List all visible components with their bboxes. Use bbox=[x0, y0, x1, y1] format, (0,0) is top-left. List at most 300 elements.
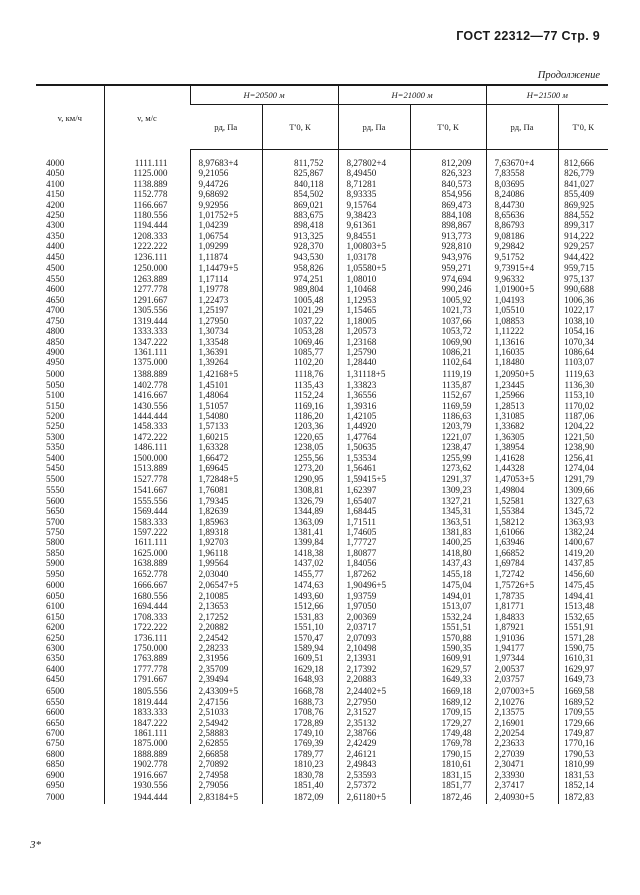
table-row bbox=[36, 401, 608, 411]
cell-pressure-h21000: 1,71511 bbox=[338, 517, 410, 527]
cell-pressure-h21500: 2,03757 bbox=[486, 674, 558, 684]
cell-pressure-h20500: 2,39494 bbox=[190, 674, 262, 684]
cell-v-ms: 1319.444 bbox=[104, 316, 190, 326]
cell-temperature-h21000: 1831,15 bbox=[410, 770, 486, 780]
cell-temperature-h20500: 1437,02 bbox=[262, 558, 338, 568]
cell-temperature-h21500: 1709,55 bbox=[558, 707, 608, 717]
cell-temperature-h21000: 943,976 bbox=[410, 252, 486, 262]
cell-pressure-h21000: 1,31118+5 bbox=[338, 368, 410, 380]
cell-pressure-h21500: 1,18480 bbox=[486, 357, 558, 367]
cell-temperature-h21000: 1273,62 bbox=[410, 463, 486, 473]
cell-pressure-h21000: 1,80877 bbox=[338, 548, 410, 558]
cell-temperature-h21500: 1363,93 bbox=[558, 517, 608, 527]
cell-temperature-h20500: 1255,56 bbox=[262, 453, 338, 463]
cell-v-ms: 1763.889 bbox=[104, 653, 190, 663]
cell-pressure-h20500: 2,06547+5 bbox=[190, 579, 262, 591]
cell-v-kmh: 4300 bbox=[46, 220, 65, 231]
cell-pressure-h21000: 1,20573 bbox=[338, 326, 410, 336]
cell-pressure-h20500: 1,89318 bbox=[190, 527, 262, 537]
table-row bbox=[36, 200, 608, 210]
cell-v-ms: 1833.333 bbox=[104, 707, 190, 717]
cell-temperature-h21500: 1382,24 bbox=[558, 527, 608, 537]
cell-pressure-h21500: 2,10276 bbox=[486, 697, 558, 707]
cell-pressure-h21000: 1,10468 bbox=[338, 284, 410, 294]
cell-v-kmh: 6400 bbox=[46, 663, 65, 674]
cell-pressure-h20500: 2,74958 bbox=[190, 770, 262, 780]
cell-pressure-h21000: 2,27950 bbox=[338, 697, 410, 707]
cell-v-kmh: 4250 bbox=[46, 210, 65, 221]
cell-pressure-h21500: 1,66852 bbox=[486, 548, 558, 558]
cell-v-kmh: 5200 bbox=[46, 410, 65, 421]
cell-v-kmh: 5700 bbox=[46, 516, 65, 527]
cell-temperature-h21500: 1610,31 bbox=[558, 653, 608, 663]
cell-pressure-h21000: 1,50635 bbox=[338, 442, 410, 452]
cell-pressure-h21500: 1,78735 bbox=[486, 591, 558, 601]
cell-v-ms: 1541.667 bbox=[104, 485, 190, 495]
cell-temperature-h20500: 974,251 bbox=[262, 274, 338, 284]
cell-pressure-h21000: 2,38766 bbox=[338, 728, 410, 738]
table-row bbox=[36, 380, 608, 390]
cell-pressure-h20500: 2,43309+5 bbox=[190, 685, 262, 697]
document-header: ГОСТ 22312—77 Стр. 9 bbox=[456, 29, 600, 43]
header-pressure: pд, Па bbox=[486, 105, 558, 150]
cell-v-ms: 1944.444 bbox=[104, 790, 190, 804]
cell-pressure-h21500: 8,03695 bbox=[486, 179, 558, 189]
cell-pressure-h21000: 1,47764 bbox=[338, 432, 410, 442]
cell-pressure-h21500: 8,65636 bbox=[486, 210, 558, 220]
cell-v-kmh: 5500 bbox=[46, 474, 65, 485]
cell-pressure-h21000: 1,12953 bbox=[338, 295, 410, 305]
cell-temperature-h21500: 1532,65 bbox=[558, 612, 608, 622]
cell-pressure-h21500: 1,58212 bbox=[486, 517, 558, 527]
cell-pressure-h21500: 2,00537 bbox=[486, 664, 558, 674]
cell-v-ms: 1736.111 bbox=[104, 633, 190, 643]
table-row bbox=[36, 601, 608, 611]
cell-temperature-h21500: 1494,41 bbox=[558, 591, 608, 601]
header-v-ms: v, м/с bbox=[104, 85, 190, 150]
cell-pressure-h21000: 1,23168 bbox=[338, 337, 410, 347]
cell-pressure-h21500: 2,20254 bbox=[486, 728, 558, 738]
cell-pressure-h20500: 2,79056 bbox=[190, 780, 262, 790]
cell-temperature-h20500: 1589,94 bbox=[262, 643, 338, 653]
cell-temperature-h21000: 1494,01 bbox=[410, 591, 486, 601]
cell-temperature-h21000: 898,867 bbox=[410, 220, 486, 230]
cell-temperature-h21000: 1872,46 bbox=[410, 790, 486, 804]
cell-pressure-h21500: 1,05510 bbox=[486, 305, 558, 315]
cell-v-kmh: 6050 bbox=[46, 591, 65, 602]
cell-temperature-h21500: 1810,99 bbox=[558, 759, 608, 769]
cell-pressure-h21000: 2,57372 bbox=[338, 780, 410, 790]
cell-pressure-h20500: 1,85963 bbox=[190, 517, 262, 527]
cell-pressure-h20500: 1,96118 bbox=[190, 548, 262, 558]
cell-pressure-h21000: 2,10498 bbox=[338, 643, 410, 653]
cell-pressure-h20500: 1,54080 bbox=[190, 411, 262, 421]
cell-temperature-h21500: 1221,50 bbox=[558, 432, 608, 442]
cell-temperature-h21500: 1872,83 bbox=[558, 790, 608, 804]
cell-temperature-h21000: 1629,57 bbox=[410, 664, 486, 674]
cell-temperature-h21500: 1238,90 bbox=[558, 442, 608, 452]
cell-temperature-h20500: 1728,89 bbox=[262, 718, 338, 728]
cell-pressure-h21500: 2,27039 bbox=[486, 749, 558, 759]
cell-temperature-h21500: 1038,10 bbox=[558, 316, 608, 326]
cell-v-ms: 1722.222 bbox=[104, 622, 190, 632]
cell-temperature-h20500: 1381,41 bbox=[262, 527, 338, 537]
cell-pressure-h20500: 2,03040 bbox=[190, 569, 262, 579]
cell-v-ms: 1347.222 bbox=[104, 337, 190, 347]
cell-temperature-h21000: 1475,04 bbox=[410, 579, 486, 591]
cell-pressure-h20500: 1,60215 bbox=[190, 432, 262, 442]
cell-temperature-h21500: 1006,36 bbox=[558, 295, 608, 305]
cell-v-kmh: 5300 bbox=[46, 431, 65, 442]
cell-v-kmh: 6000 bbox=[46, 580, 65, 591]
cell-v-ms: 1180.556 bbox=[104, 210, 190, 220]
cell-pressure-h21500: 2,33930 bbox=[486, 770, 558, 780]
table-row bbox=[36, 496, 608, 506]
cell-temperature-h20500: 1220,65 bbox=[262, 432, 338, 442]
cell-temperature-h21500: 1400,67 bbox=[558, 537, 608, 547]
cell-pressure-h20500: 1,51057 bbox=[190, 401, 262, 411]
cell-v-kmh: 4000 bbox=[46, 157, 65, 168]
table-row bbox=[36, 305, 608, 315]
table-row bbox=[36, 738, 608, 748]
cell-temperature-h21500: 1204,22 bbox=[558, 421, 608, 431]
table-row bbox=[36, 210, 608, 220]
cell-pressure-h21000: 1,97050 bbox=[338, 601, 410, 611]
cell-temperature-h21500: 990,688 bbox=[558, 284, 608, 294]
cell-temperature-h20500: 1810,23 bbox=[262, 759, 338, 769]
cell-temperature-h20500: 1570,47 bbox=[262, 633, 338, 643]
cell-pressure-h21000: 9,84551 bbox=[338, 231, 410, 241]
cell-pressure-h21500: 1,36305 bbox=[486, 432, 558, 442]
header-temperature: T′0, К bbox=[262, 105, 338, 150]
cell-temperature-h21500: 1669,58 bbox=[558, 685, 608, 697]
table-row bbox=[36, 179, 608, 189]
cell-temperature-h20500: 1749,10 bbox=[262, 728, 338, 738]
cell-pressure-h21500: 1,01900+5 bbox=[486, 284, 558, 294]
table-row bbox=[36, 231, 608, 241]
cell-pressure-h21000: 1,03178 bbox=[338, 252, 410, 262]
cell-temperature-h20500: 1493,60 bbox=[262, 591, 338, 601]
cell-pressure-h20500: 1,72848+5 bbox=[190, 473, 262, 485]
cell-temperature-h21000: 1069,90 bbox=[410, 337, 486, 347]
cell-temperature-h21500: 855,409 bbox=[558, 189, 608, 199]
table-row bbox=[36, 653, 608, 663]
cell-pressure-h21000: 8,49450 bbox=[338, 168, 410, 178]
continuation-label: Продолжение bbox=[537, 70, 600, 81]
cell-temperature-h21500: 1022,17 bbox=[558, 305, 608, 315]
cell-temperature-h20500: 1273,20 bbox=[262, 463, 338, 473]
cell-v-ms: 1666.667 bbox=[104, 579, 190, 591]
cell-v-ms: 1847.222 bbox=[104, 718, 190, 728]
cell-temperature-h21500: 1291,79 bbox=[558, 473, 608, 485]
cell-temperature-h20500: 1531,83 bbox=[262, 612, 338, 622]
cell-temperature-h21000: 1532,24 bbox=[410, 612, 486, 622]
cell-pressure-h21000: 1,68445 bbox=[338, 506, 410, 516]
cell-temperature-h21500: 1054,16 bbox=[558, 326, 608, 336]
cell-temperature-h21000: 812,209 bbox=[410, 150, 486, 169]
cell-temperature-h21000: 1135,87 bbox=[410, 380, 486, 390]
cell-temperature-h21000: 1102,64 bbox=[410, 357, 486, 367]
cell-pressure-h20500: 1,06754 bbox=[190, 231, 262, 241]
table-row bbox=[36, 316, 608, 326]
table-row bbox=[36, 442, 608, 452]
cell-v-kmh: 5000 bbox=[46, 368, 65, 379]
cell-pressure-h20500: 1,48064 bbox=[190, 390, 262, 400]
cell-pressure-h20500: 2,58883 bbox=[190, 728, 262, 738]
cell-v-kmh: 5900 bbox=[46, 558, 65, 569]
cell-pressure-h21000: 1,18005 bbox=[338, 316, 410, 326]
cell-pressure-h21000: 1,36556 bbox=[338, 390, 410, 400]
cell-temperature-h20500: 1399,84 bbox=[262, 537, 338, 547]
cell-pressure-h21000: 1,08010 bbox=[338, 274, 410, 284]
table-row bbox=[36, 368, 608, 380]
cell-pressure-h21500: 1,72742 bbox=[486, 569, 558, 579]
cell-v-ms: 1888.889 bbox=[104, 749, 190, 759]
cell-pressure-h21500: 1,81771 bbox=[486, 601, 558, 611]
cell-v-ms: 1861.111 bbox=[104, 728, 190, 738]
cell-temperature-h21000: 1005,92 bbox=[410, 295, 486, 305]
cell-pressure-h21500: 9,29842 bbox=[486, 241, 558, 251]
cell-temperature-h21000: 1769,78 bbox=[410, 738, 486, 748]
cell-v-kmh: 4150 bbox=[46, 189, 65, 200]
table-row bbox=[36, 453, 608, 463]
cell-pressure-h21500: 1,47053+5 bbox=[486, 473, 558, 485]
cell-pressure-h21000: 2,17392 bbox=[338, 664, 410, 674]
cell-pressure-h21500: 1,08853 bbox=[486, 316, 558, 326]
table-row bbox=[36, 326, 608, 336]
cell-pressure-h21000: 1,05580+5 bbox=[338, 262, 410, 274]
cell-pressure-h20500: 9,68692 bbox=[190, 189, 262, 199]
cell-pressure-h20500: 1,99564 bbox=[190, 558, 262, 568]
cell-temperature-h21500: 1119,63 bbox=[558, 368, 608, 380]
cell-v-kmh: 6450 bbox=[46, 674, 65, 685]
cell-temperature-h21000: 913,773 bbox=[410, 231, 486, 241]
cell-v-ms: 1444.444 bbox=[104, 411, 190, 421]
cell-pressure-h21500: 7,63670+4 bbox=[486, 150, 558, 169]
cell-pressure-h21000: 2,42429 bbox=[338, 738, 410, 748]
table-row bbox=[36, 189, 608, 199]
cell-v-ms: 1750.000 bbox=[104, 643, 190, 653]
cell-v-kmh: 6550 bbox=[46, 696, 65, 707]
table-row bbox=[36, 749, 608, 759]
cell-temperature-h20500: 1629,18 bbox=[262, 664, 338, 674]
cell-pressure-h21000: 2,49843 bbox=[338, 759, 410, 769]
cell-temperature-h20500: 1474,63 bbox=[262, 579, 338, 591]
cell-temperature-h20500: 913,325 bbox=[262, 231, 338, 241]
cell-v-ms: 1500.000 bbox=[104, 453, 190, 463]
cell-temperature-h21500: 1103,07 bbox=[558, 357, 608, 367]
cell-v-ms: 1333.333 bbox=[104, 326, 190, 336]
cell-temperature-h21500: 1187,06 bbox=[558, 411, 608, 421]
cell-temperature-h21000: 1255,99 bbox=[410, 453, 486, 463]
cell-temperature-h21500: 1790,53 bbox=[558, 749, 608, 759]
cell-temperature-h21000: 1729,27 bbox=[410, 718, 486, 728]
cell-temperature-h20500: 1290,95 bbox=[262, 473, 338, 485]
table-row bbox=[36, 357, 608, 367]
cell-pressure-h20500: 1,82639 bbox=[190, 506, 262, 516]
cell-pressure-h21000: 8,71281 bbox=[338, 179, 410, 189]
cell-v-ms: 1569.444 bbox=[104, 506, 190, 516]
cell-pressure-h20500: 2,13653 bbox=[190, 601, 262, 611]
cell-v-kmh: 4950 bbox=[46, 357, 65, 368]
cell-v-kmh: 4050 bbox=[46, 168, 65, 179]
cell-temperature-h20500: 1551,10 bbox=[262, 622, 338, 632]
cell-v-kmh: 4850 bbox=[46, 336, 65, 347]
header-pressure: pд, Па bbox=[338, 105, 410, 150]
table-row bbox=[36, 241, 608, 251]
cell-temperature-h21500: 1590,75 bbox=[558, 643, 608, 653]
cell-pressure-h21500: 1,84833 bbox=[486, 612, 558, 622]
header-group-h21500: H=21500 м bbox=[486, 85, 608, 105]
table-row bbox=[36, 770, 608, 780]
cell-temperature-h21000: 990,246 bbox=[410, 284, 486, 294]
table-row bbox=[36, 558, 608, 568]
cell-v-kmh: 5400 bbox=[46, 452, 65, 463]
cell-pressure-h21000: 1,28440 bbox=[338, 357, 410, 367]
cell-temperature-h21500: 1309,66 bbox=[558, 485, 608, 495]
cell-pressure-h20500: 1,27950 bbox=[190, 316, 262, 326]
data-table-container bbox=[36, 84, 608, 804]
cell-temperature-h20500: 1769,39 bbox=[262, 738, 338, 748]
cell-temperature-h20500: 854,502 bbox=[262, 189, 338, 199]
cell-v-kmh: 6800 bbox=[46, 748, 65, 759]
cell-pressure-h21500: 1,31085 bbox=[486, 411, 558, 421]
cell-v-ms: 1708.333 bbox=[104, 612, 190, 622]
cell-temperature-h20500: 1872,09 bbox=[262, 790, 338, 804]
cell-pressure-h20500: 1,92703 bbox=[190, 537, 262, 547]
cell-temperature-h21000: 1345,31 bbox=[410, 506, 486, 516]
table-row bbox=[36, 295, 608, 305]
cell-pressure-h21000: 8,93335 bbox=[338, 189, 410, 199]
cell-pressure-h21000: 2,03717 bbox=[338, 622, 410, 632]
cell-pressure-h21500: 2,30471 bbox=[486, 759, 558, 769]
cell-v-ms: 1277.778 bbox=[104, 284, 190, 294]
cell-v-kmh: 4600 bbox=[46, 284, 65, 295]
cell-temperature-h21500: 1153,10 bbox=[558, 390, 608, 400]
cell-v-kmh: 4200 bbox=[46, 199, 65, 210]
cell-pressure-h21500: 1,97344 bbox=[486, 653, 558, 663]
cell-v-kmh: 4400 bbox=[46, 241, 65, 252]
table-row bbox=[36, 337, 608, 347]
cell-temperature-h21000: 1238,47 bbox=[410, 442, 486, 452]
cell-v-ms: 1694.444 bbox=[104, 601, 190, 611]
cell-temperature-h21000: 1186,63 bbox=[410, 411, 486, 421]
cell-pressure-h21500: 9,96332 bbox=[486, 274, 558, 284]
cell-temperature-h20500: 811,752 bbox=[262, 150, 338, 169]
cell-pressure-h20500: 1,42168+5 bbox=[190, 368, 262, 380]
cell-pressure-h21500: 1,41628 bbox=[486, 453, 558, 463]
table-row bbox=[36, 485, 608, 495]
cell-temperature-h20500: 1708,76 bbox=[262, 707, 338, 717]
cell-temperature-h21000: 826,323 bbox=[410, 168, 486, 178]
cell-pressure-h21500: 1,49804 bbox=[486, 485, 558, 495]
cell-pressure-h21500: 1,04193 bbox=[486, 295, 558, 305]
table-row bbox=[36, 347, 608, 357]
cell-pressure-h21500: 1,94177 bbox=[486, 643, 558, 653]
cell-pressure-h20500: 1,76081 bbox=[190, 485, 262, 495]
cell-v-ms: 1597.222 bbox=[104, 527, 190, 537]
cell-pressure-h20500: 2,24542 bbox=[190, 633, 262, 643]
cell-temperature-h21000: 1455,18 bbox=[410, 569, 486, 579]
cell-v-kmh: 6850 bbox=[46, 759, 65, 770]
cell-temperature-h21500: 1419,20 bbox=[558, 548, 608, 558]
cell-pressure-h21000: 9,15764 bbox=[338, 200, 410, 210]
cell-pressure-h21500: 1,91036 bbox=[486, 633, 558, 643]
cell-pressure-h21500: 9,73915+4 bbox=[486, 262, 558, 274]
cell-temperature-h20500: 1326,79 bbox=[262, 496, 338, 506]
cell-pressure-h21000: 1,15465 bbox=[338, 305, 410, 315]
cell-pressure-h21500: 2,37417 bbox=[486, 780, 558, 790]
cell-temperature-h21000: 1169,59 bbox=[410, 401, 486, 411]
cell-temperature-h21000: 928,810 bbox=[410, 241, 486, 251]
cell-pressure-h21500: 1,52581 bbox=[486, 496, 558, 506]
cell-v-kmh: 5050 bbox=[46, 379, 65, 390]
cell-temperature-h21500: 959,715 bbox=[558, 262, 608, 274]
cell-temperature-h21000: 1669,18 bbox=[410, 685, 486, 697]
cell-temperature-h21500: 1689,52 bbox=[558, 697, 608, 707]
cell-temperature-h20500: 1688,73 bbox=[262, 697, 338, 707]
cell-v-ms: 1375.000 bbox=[104, 357, 190, 367]
cell-pressure-h20500: 2,54942 bbox=[190, 718, 262, 728]
data-table bbox=[36, 84, 608, 804]
cell-v-kmh: 4500 bbox=[46, 263, 65, 274]
cell-temperature-h21500: 1852,14 bbox=[558, 780, 608, 790]
cell-temperature-h21500: 1475,45 bbox=[558, 579, 608, 591]
cell-temperature-h21000: 1790,15 bbox=[410, 749, 486, 759]
cell-pressure-h21000: 1,39316 bbox=[338, 401, 410, 411]
cell-pressure-h21500: 1,61066 bbox=[486, 527, 558, 537]
cell-v-kmh: 6700 bbox=[46, 727, 65, 738]
cell-pressure-h21000: 9,38423 bbox=[338, 210, 410, 220]
cell-v-ms: 1513.889 bbox=[104, 463, 190, 473]
cell-v-kmh: 4550 bbox=[46, 274, 65, 285]
cell-pressure-h20500: 1,30734 bbox=[190, 326, 262, 336]
cell-temperature-h20500: 928,370 bbox=[262, 241, 338, 251]
cell-pressure-h21000: 2,31527 bbox=[338, 707, 410, 717]
table-row bbox=[36, 390, 608, 400]
cell-temperature-h20500: 1203,36 bbox=[262, 421, 338, 431]
cell-pressure-h21000: 2,46121 bbox=[338, 749, 410, 759]
cell-pressure-h20500: 2,35709 bbox=[190, 664, 262, 674]
cell-temperature-h21500: 1571,28 bbox=[558, 633, 608, 643]
cell-temperature-h20500: 1005,48 bbox=[262, 295, 338, 305]
cell-pressure-h20500: 9,21056 bbox=[190, 168, 262, 178]
table-row bbox=[36, 591, 608, 601]
header-temperature: T′0, К bbox=[558, 105, 608, 150]
table-row bbox=[36, 612, 608, 622]
table-row bbox=[36, 548, 608, 558]
cell-temperature-h21000: 1086,21 bbox=[410, 347, 486, 357]
cell-temperature-h21500: 1513,48 bbox=[558, 601, 608, 611]
cell-temperature-h21500: 929,257 bbox=[558, 241, 608, 251]
cell-temperature-h21000: 1709,15 bbox=[410, 707, 486, 717]
cell-pressure-h21000: 1,53534 bbox=[338, 453, 410, 463]
cell-temperature-h21500: 914,222 bbox=[558, 231, 608, 241]
cell-temperature-h20500: 1851,40 bbox=[262, 780, 338, 790]
cell-temperature-h20500: 958,826 bbox=[262, 262, 338, 274]
table-row bbox=[36, 150, 608, 169]
table-row bbox=[36, 220, 608, 230]
cell-v-kmh: 4900 bbox=[46, 346, 65, 357]
table-row bbox=[36, 718, 608, 728]
header-temperature: T′0, К bbox=[410, 105, 486, 150]
cell-pressure-h21000: 2,53593 bbox=[338, 770, 410, 780]
cell-temperature-h21000: 854,956 bbox=[410, 189, 486, 199]
cell-temperature-h21500: 1345,72 bbox=[558, 506, 608, 516]
cell-v-ms: 1458.333 bbox=[104, 421, 190, 431]
cell-v-ms: 1138.889 bbox=[104, 179, 190, 189]
cell-pressure-h21500: 1,33682 bbox=[486, 421, 558, 431]
